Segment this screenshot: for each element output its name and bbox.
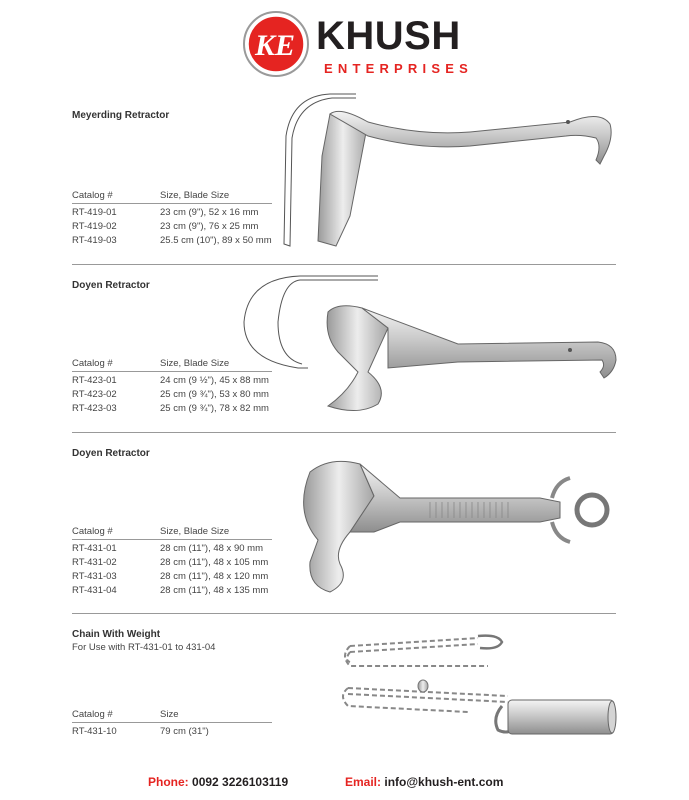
table-row xyxy=(72,389,269,400)
table-header xyxy=(72,190,230,201)
meyerding-retractor-illustration xyxy=(270,86,630,256)
phone-contact xyxy=(148,775,288,789)
size-value: 28 cm (11"), 48 x 90 mm xyxy=(160,543,263,554)
table-header xyxy=(72,526,230,537)
product-title: Doyen Retractor xyxy=(72,280,150,291)
doyen-retractor-ratchet-illustration xyxy=(290,452,620,602)
catalog-number: RT-431-02 xyxy=(72,557,117,568)
product-subtitle: For Use with RT-431-01 to 431-04 xyxy=(72,642,216,653)
email-address[interactable]: info@khush-ent.com xyxy=(384,775,504,789)
table-row xyxy=(72,543,263,554)
table-row xyxy=(72,571,269,582)
col-catalog-header: Catalog # xyxy=(72,526,113,537)
table-row xyxy=(72,726,209,737)
catalog-number: RT-419-02 xyxy=(72,221,117,232)
table-header xyxy=(72,709,179,720)
col-catalog-header: Catalog # xyxy=(72,709,113,720)
catalog-number: RT-423-02 xyxy=(72,389,117,400)
size-value: 24 cm (9 ½"), 45 x 88 mm xyxy=(160,375,269,386)
size-value: 28 cm (11"), 48 x 105 mm xyxy=(160,557,269,568)
table-row xyxy=(72,235,272,246)
col-catalog-header: Catalog # xyxy=(72,190,113,201)
col-size-header: Size, Blade Size xyxy=(160,526,230,537)
section-divider xyxy=(72,432,616,433)
table-row xyxy=(72,557,269,568)
doyen-retractor-illustration xyxy=(238,272,628,422)
size-value: 28 cm (11"), 48 x 120 mm xyxy=(160,571,269,582)
size-value: 23 cm (9"), 52 x 16 mm xyxy=(160,207,259,218)
table-row xyxy=(72,375,269,386)
catalog-number: RT-431-01 xyxy=(72,543,117,554)
phone-label: Phone: xyxy=(148,775,189,789)
catalog-number: RT-431-03 xyxy=(72,571,117,582)
catalog-number: RT-423-01 xyxy=(72,375,117,386)
section-divider xyxy=(72,264,616,265)
chain-weight-illustration xyxy=(338,626,618,746)
size-value: 25 cm (9 ¾"), 53 x 80 mm xyxy=(160,389,269,400)
size-value: 25.5 cm (10"), 89 x 50 mm xyxy=(160,235,272,246)
col-size-header: Size xyxy=(160,709,179,720)
brand-name: KHUSH xyxy=(316,14,461,58)
header-rule xyxy=(72,722,272,723)
logo-monogram: KE xyxy=(254,29,296,62)
table-header xyxy=(72,358,230,369)
email-label: Email: xyxy=(345,775,382,789)
size-value: 23 cm (9"), 76 x 25 mm xyxy=(160,221,259,232)
catalog-number: RT-431-10 xyxy=(72,726,117,737)
col-catalog-header: Catalog # xyxy=(72,358,113,369)
col-size-header: Size, Blade Size xyxy=(160,358,230,369)
size-value: 79 cm (31") xyxy=(160,726,209,737)
brand-tagline: ENTERPRISES xyxy=(324,61,473,76)
header-rule xyxy=(72,203,272,204)
logo-emblem xyxy=(242,10,310,78)
table-row xyxy=(72,403,269,414)
table-row xyxy=(72,207,259,218)
section-divider xyxy=(72,613,616,614)
catalog-number: RT-423-03 xyxy=(72,403,117,414)
size-value: 25 cm (9 ¾"), 78 x 82 mm xyxy=(160,403,269,414)
table-row xyxy=(72,585,269,596)
table-row xyxy=(72,221,259,232)
catalog-number: RT-431-04 xyxy=(72,585,117,596)
catalog-number: RT-419-03 xyxy=(72,235,117,246)
catalog-number: RT-419-01 xyxy=(72,207,117,218)
header-rule xyxy=(72,539,272,540)
product-title: Doyen Retractor xyxy=(72,448,150,459)
size-value: 28 cm (11"), 48 x 135 mm xyxy=(160,585,269,596)
phone-number[interactable]: 0092 3226103119 xyxy=(192,775,289,789)
brand-logo xyxy=(242,10,502,80)
product-title: Chain With Weight xyxy=(72,629,161,640)
email-contact xyxy=(345,775,503,789)
product-title: Meyerding Retractor xyxy=(72,110,170,121)
col-size-header: Size, Blade Size xyxy=(160,190,230,201)
